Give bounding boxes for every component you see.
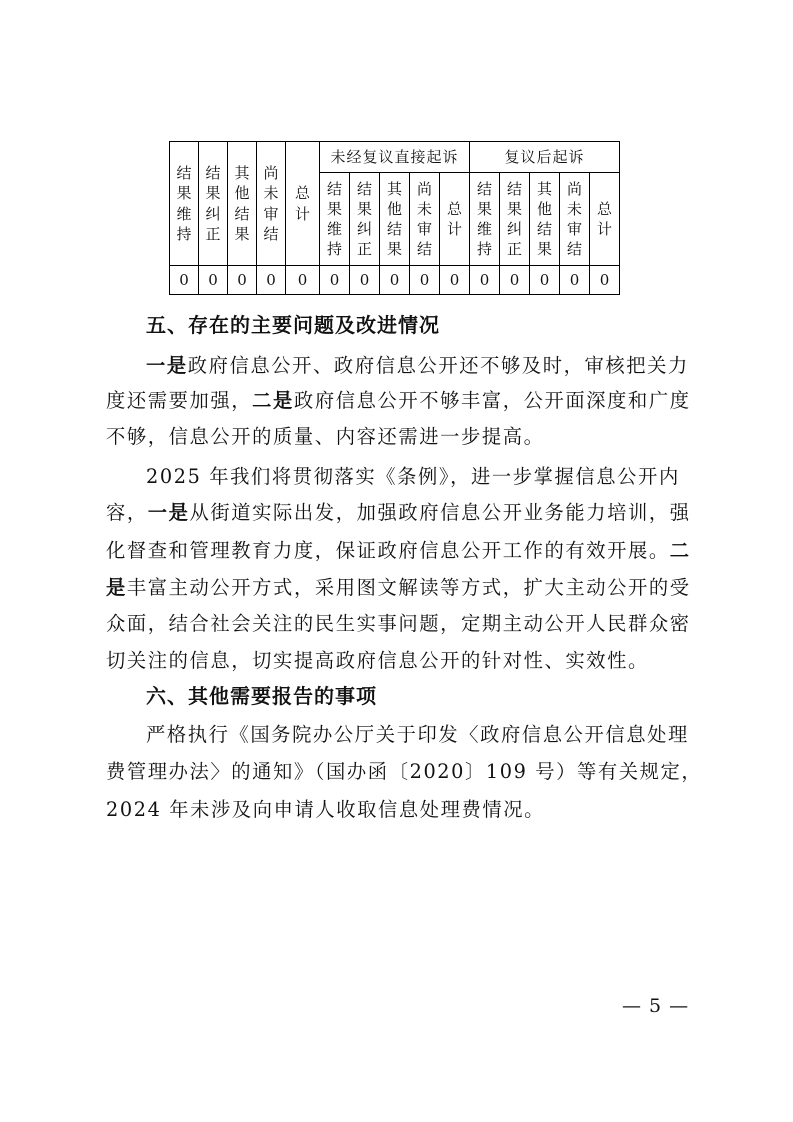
subheader-cell: 其他结果 <box>530 173 560 266</box>
paragraph-line: 2025 年我们将贯彻落实《条例》，进一步掌握信息公开内 <box>146 465 680 488</box>
value-cell: 0 <box>228 266 257 295</box>
section-heading: 五、存在的主要问题及改进情况 <box>146 313 440 337</box>
value-cell: 0 <box>500 266 530 295</box>
subheader-cell: 尚未审结 <box>410 173 440 266</box>
paragraph-line: 是丰富主动公开方式，采用图文解读等方式，扩大主动公开的受 <box>106 576 691 599</box>
value-cell: 0 <box>410 266 440 295</box>
value-cell: 0 <box>530 266 560 295</box>
subheader-cell: 结果纠正 <box>350 173 380 266</box>
value-cell: 0 <box>170 266 199 295</box>
paragraph-line: 容，一是从街道实际出发，加强政府信息公开业务能力培训，强 <box>106 501 691 524</box>
value-cell: 0 <box>257 266 286 295</box>
section-heading: 六、其他需要报告的事项 <box>146 684 377 708</box>
header-cell: 结果纠正 <box>199 142 228 266</box>
value-cell: 0 <box>440 266 470 295</box>
value-cell: 0 <box>286 266 320 295</box>
value-cell: 0 <box>350 266 380 295</box>
group-header-direct-lawsuit: 未经复议直接起诉 <box>320 142 470 173</box>
paragraph-line: 2024 年未涉及向申请人收取信息处理费情况。 <box>106 798 546 821</box>
subheader-cell: 结果维持 <box>320 173 350 266</box>
paragraph-line: 切关注的信息，切实提高政府信息公开的针对性、实效性。 <box>106 649 649 672</box>
subheader-cell: 结果维持 <box>470 173 500 266</box>
page-number: — 5 — <box>622 995 690 1017</box>
paragraph-line: 一是政府信息公开、政府信息公开还不够及时，审核把关力 <box>146 354 689 377</box>
value-cell: 0 <box>590 266 620 295</box>
subheader-cell: 结果纠正 <box>500 173 530 266</box>
value-cell: 0 <box>380 266 410 295</box>
value-cell: 0 <box>199 266 228 295</box>
litigation-stats-table <box>169 141 620 295</box>
header-cell: 结果维持 <box>170 142 199 266</box>
subheader-cell: 其他结果 <box>380 173 410 266</box>
value-cell: 0 <box>470 266 500 295</box>
group-header-lawsuit-after-review: 复议后起诉 <box>470 142 620 173</box>
subheader-cell: 总计 <box>440 173 470 266</box>
subheader-cell: 尚未审结 <box>560 173 590 266</box>
paragraph-line: 众面，结合社会关注的民生实事问题，定期主动公开人民群众密 <box>106 612 691 635</box>
paragraph-line: 化督查和管理教育力度，保证政府信息公开工作的有效开展。二 <box>106 539 691 562</box>
value-cell: 0 <box>320 266 350 295</box>
table-row <box>170 266 620 295</box>
header-cell: 其他结果 <box>228 142 257 266</box>
paragraph-line: 度还需要加强，二是政府信息公开不够丰富，公开面深度和广度 <box>106 389 691 412</box>
table-header-row <box>170 142 620 173</box>
header-cell: 总计 <box>286 142 320 266</box>
paragraph-line: 严格执行《国务院办公厅关于印发〈政府信息公开信息处理 <box>146 723 689 746</box>
value-cell: 0 <box>560 266 590 295</box>
subheader-cell: 总计 <box>590 173 620 266</box>
header-cell: 尚未审结 <box>257 142 286 266</box>
paragraph-line: 费管理办法〉的通知》（国办函〔2020〕109 号）等有关规定， <box>106 760 703 783</box>
paragraph-line: 不够，信息公开的质量、内容还需进一步提高。 <box>106 425 545 448</box>
